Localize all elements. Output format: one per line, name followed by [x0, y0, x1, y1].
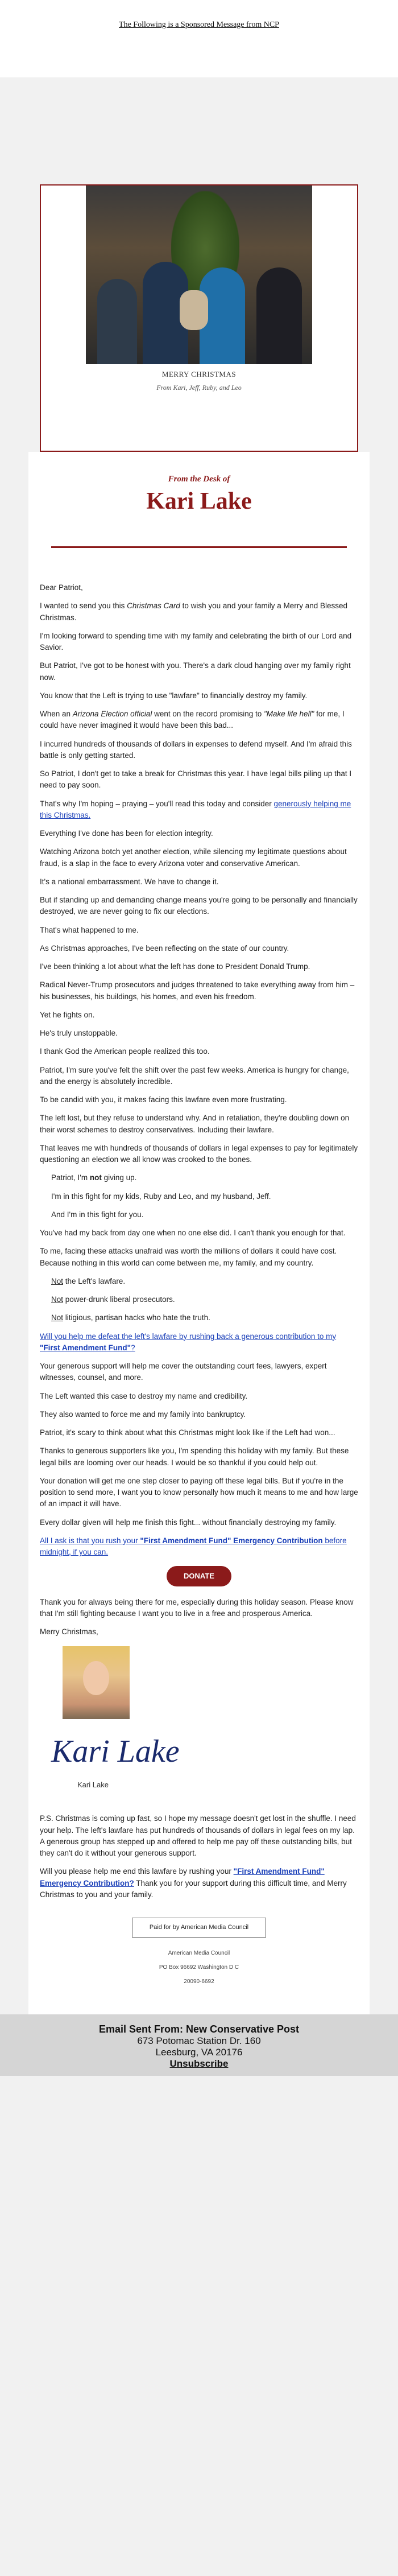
paragraph: I'm in this fight for my kids, Ruby and Leo, and my husband, Jeff.	[51, 1192, 271, 1201]
paragraph: Not the Left's lawfare.	[51, 1276, 126, 1285]
family-photo	[86, 186, 312, 364]
signature-name: Kari Lake	[77, 1780, 109, 1789]
closing: Merry Christmas,	[40, 1627, 98, 1637]
paragraph: That's what happened to me.	[40, 925, 139, 934]
paragraph: He's truly unstoppable.	[40, 1029, 118, 1037]
signature	[45, 1725, 216, 1776]
kari-lake-headshot	[63, 1646, 130, 1719]
card-signoff: From Kari, Jeff, Ruby, and Leo	[156, 384, 242, 391]
paragraph: Patriot, I'm not giving up.	[51, 1173, 137, 1182]
paragraph: Not power-drunk liberal prosecutors.	[51, 1295, 175, 1304]
paragraph: I wanted to send you this Christmas Card to wish you and your family a Merry and Blessed Christmas.	[40, 601, 348, 622]
paragraph: And I'm in this fight for you.	[51, 1210, 144, 1219]
paragraph: It's a national embarrassment. We have to change it.	[40, 877, 219, 886]
paragraph: You know that the Left is trying to use "lawfare" to financially destroy my family.	[40, 691, 308, 700]
sponsor-header	[0, 0, 398, 77]
unsubscribe-link[interactable]: Unsubscribe	[169, 2058, 229, 2069]
paragraph: I'm looking forward to spending time with my family and celebrating the birth of our Lord and Savior.	[40, 631, 352, 652]
sponsor-line: The Following is a Sponsored Message from NCP	[119, 20, 279, 29]
paragraph: The Left wanted this case to destroy my name and credibility.	[40, 1391, 248, 1400]
paragraph: I incurred hundreds of thousands of dollars in expenses to defend myself. And I'm afraid this battle is only getting started.	[40, 739, 352, 760]
footer-sender: Email Sent From: New Conservative Post	[98, 2023, 300, 2035]
paragraph: Patriot, I'm sure you've felt the shift over the past few weeks. America is hungry for change, and the energy is absolutely incredible.	[40, 1065, 349, 1086]
paragraph: I thank God the American people realized this too.	[40, 1047, 210, 1056]
greeting: Dear Patriot,	[40, 583, 83, 592]
donate-link[interactable]: generously helping me this Christmas.	[40, 799, 351, 819]
address-block: American Media Council PO Box 96692 Washington D C 20090-6692	[159, 1949, 239, 1985]
postscript: P.S. Christmas is coming up fast, so I hope my message doesn't get lost in the shuffle. I need your help. The left's lawfare has put hundreds of thousands of dollars in legal fees on my lap. A generous group has stepped up and offered to help me pay off these outstanding bills, but they can't do it without your generous support.	[40, 1814, 356, 1857]
paragraph: To be candid with you, it makes facing this lawfare even more frustrating.	[40, 1095, 287, 1104]
paragraph: That leaves me with hundreds of thousands of dollars in legal expenses to pay for legitimately questioning an election we all know was crooked to the bones.	[40, 1143, 358, 1164]
paragraph: I've been thinking a lot about what the left has done to President Donald Trump.	[40, 962, 310, 971]
divider	[51, 546, 347, 548]
paragraph: Every dollar given will help me finish this fight... without financially destroying my family.	[40, 1518, 337, 1527]
paid-for-box: Paid for by American Media Council	[132, 1918, 266, 1938]
email-footer	[0, 2014, 398, 2076]
paragraph: They also wanted to force me and my family into bankruptcy.	[40, 1409, 246, 1419]
letter-body	[28, 582, 370, 2014]
paragraph: As Christmas approaches, I've been reflecting on the state of our country.	[40, 943, 289, 953]
paragraph: But Patriot, I've got to be honest with you. There's a dark cloud hanging over my family right now.	[40, 661, 351, 682]
paragraph: When an Arizona Election official went on the record promising to "Make life hell" for me, I could have never imagined it would have been this bad...	[40, 710, 345, 730]
paragraph	[40, 1535, 358, 1559]
card-caption: MERRY CHRISTMAS	[161, 370, 237, 378]
paragraph: Thank you for always being there for me, especially during this holiday season. Please know that I'm still fighting because I want you to live in a free and prosperous America.	[40, 1597, 354, 1618]
svg-text:Kari Lake: Kari Lake	[51, 1733, 180, 1769]
paragraph: Patriot, it's scary to think about what this Christmas might look like if the Left had won...	[40, 1428, 335, 1437]
emergency-contribution-link[interactable]: All I ask is that you rush your "First Amendment Fund" Emergency Contribution before midnight, if you can.	[40, 1536, 347, 1556]
paragraph: So Patriot, I don't get to take a break for Christmas this year. I have legal bills piling up that I need to pay soon.	[40, 769, 352, 790]
christmas-card	[28, 184, 370, 452]
paragraph: That's why I'm hoping – praying – you'll read this today and consider generously helping me this Christmas.	[40, 799, 351, 819]
paragraph: You've had my back from day one when no one else did. I can't thank you enough for that.	[40, 1229, 346, 1237]
contribution-link[interactable]: Will you help me defeat the left's lawfare by rushing back a generous contribution to my "First Amendment Fund"?	[40, 1332, 337, 1352]
desk-name: Kari Lake	[146, 488, 252, 514]
ps-contribution-link[interactable]: "First Amendment Fund" Emergency Contribution?	[40, 1867, 325, 1887]
paragraph: Radical Never-Trump prosecutors and judges threatened to take everything away from him – his businesses, his buildings, his homes, and even his freedom.	[40, 980, 355, 1001]
paragraph: Thanks to generous supporters like you, I'm spending this holiday with my family. But these legal bills are looming over our heads. I would be so thankful if you could help out.	[40, 1446, 349, 1467]
postscript: Will you please help me end this lawfare by rushing your "First Amendment Fund" Emergency Contribution? Thank you for your support during this difficult time, and Merry Christmas to you and your family.	[40, 1867, 347, 1899]
paragraph: Yet he fights on.	[40, 1010, 95, 1019]
paragraph: Watching Arizona botch yet another election, while silencing my legitimate questions about fraud, is a slap in the face to every Arizona voter and conservative American.	[40, 847, 347, 868]
desk-header	[28, 452, 370, 582]
paragraph: Everything I've done has been for election integrity.	[40, 829, 213, 838]
paragraph	[40, 1331, 358, 1354]
paragraph: Not litigious, partisan hacks who hate the truth.	[51, 1313, 210, 1322]
donate-button[interactable]: DONATE	[167, 1566, 231, 1586]
footer-city: Leesburg, VA 20176	[155, 2046, 243, 2058]
paragraph: Your donation will get me one step closer to paying off these legal bills. But if you're in the position to send more, I want you to know personally how much it means to me and how large of an impact it will have.	[40, 1476, 358, 1508]
desk-from: From the Desk of	[168, 475, 230, 484]
paragraph: Your generous support will help me cover the outstanding court fees, lawyers, expert witnesses, counsel, and more.	[40, 1362, 327, 1382]
paragraph: But if standing up and demanding change means you're going to be personally and financially destroyed, we are never going to fix our elections.	[40, 896, 358, 916]
footer-address: 673 Potomac Station Dr. 160	[137, 2035, 261, 2046]
paragraph: The left lost, but they refuse to understand why. And in retaliation, they're doubling down on their worst schemes to destroy conservatives. Including their lawfare.	[40, 1114, 350, 1134]
paragraph: To me, facing these attacks unafraid was worth the millions of dollars it could have cost. Because nothing in this world can come between me, my family, and my country.	[40, 1247, 337, 1267]
